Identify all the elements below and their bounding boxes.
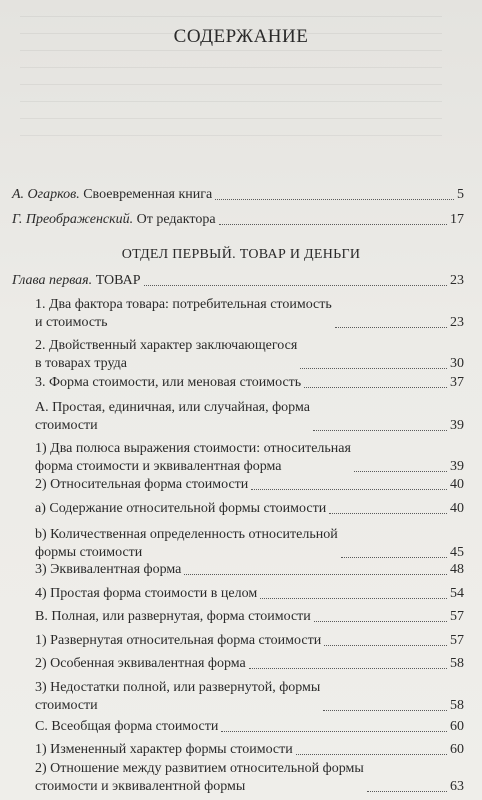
toc-entry-text: 2. Двойственный характер заключающегося в товарах труда	[35, 338, 298, 371]
toc-page-number: 63	[450, 779, 464, 794]
leader-dots	[313, 430, 447, 431]
leader-dots	[221, 731, 447, 732]
leader-dots	[335, 327, 447, 328]
toc-entry	[35, 679, 464, 715]
toc-entry	[35, 655, 464, 673]
toc-page-number: 40	[450, 501, 464, 516]
toc-entry	[35, 561, 464, 579]
toc-page-number: 45	[450, 545, 464, 560]
leader-dots	[329, 513, 447, 514]
toc-page-number: 60	[450, 742, 464, 757]
toc-page-number: 23	[450, 315, 464, 330]
leader-dots	[314, 621, 447, 622]
toc-page-number: 39	[450, 459, 464, 474]
toc-page-number: 17	[450, 212, 464, 227]
toc-page-number: 37	[450, 375, 464, 390]
toc-page-number: 57	[450, 633, 464, 648]
leader-dots	[323, 710, 447, 711]
toc-entry-text: 2) Относительная форма стоимости	[35, 477, 249, 492]
leader-dots	[304, 387, 447, 388]
toc-entry	[35, 337, 464, 373]
toc-page-number: 30	[450, 356, 464, 371]
toc-page-number: 54	[450, 586, 464, 601]
toc-page-number: 5	[457, 187, 464, 202]
leader-dots	[300, 368, 447, 369]
toc-entry	[35, 526, 464, 562]
leader-dots	[260, 598, 447, 599]
toc-entry	[35, 741, 464, 759]
toc-entry-text: 3) Эквивалентная форма	[35, 562, 182, 577]
toc-entry	[35, 476, 464, 494]
toc-page-number: 58	[450, 656, 464, 671]
leader-dots	[251, 489, 447, 490]
toc-entry-editor	[12, 211, 464, 229]
toc-entry	[35, 440, 464, 476]
toc-entry-text: 3) Недостатки полной, или развернутой, формы стоимости	[35, 680, 321, 713]
leader-dots	[296, 754, 447, 755]
page-title: СОДЕРЖАНИЕ	[173, 26, 309, 47]
toc-page-number: 40	[450, 477, 464, 492]
toc-entry	[35, 296, 464, 332]
chapter-title: ТОВАР	[92, 273, 141, 288]
toc-page-number: 48	[450, 562, 464, 577]
toc-entry-text: 1) Развернутая относительная форма стоимости	[35, 633, 322, 648]
toc-entry	[35, 585, 464, 603]
leader-dots	[324, 645, 447, 646]
toc-entry-text: C. Всеобщая форма стоимости	[35, 719, 219, 734]
toc-page-number: 58	[450, 698, 464, 713]
leader-dots	[219, 224, 447, 225]
toc-entry	[35, 608, 464, 626]
toc-entry	[35, 500, 464, 518]
toc-entry-text: 4) Простая форма стоимости в целом	[35, 586, 258, 601]
section-heading: ОТДЕЛ ПЕРВЫЙ. ТОВАР И ДЕНЬГИ	[121, 247, 361, 262]
toc-entry	[35, 399, 464, 435]
toc-author: А. Огарков.	[12, 187, 80, 202]
toc-entry-text: 3. Форма стоимости, или меновая стоимость	[35, 375, 302, 390]
toc-entry-text: B. Полная, или развернутая, форма стоимости	[35, 609, 311, 624]
toc-entry-text: 1) Два полюса выражения стоимости: относительная форма стоимости и эквивалентная форма	[35, 441, 351, 474]
toc-entry-text: a) Содержание относительной формы стоимости	[35, 501, 327, 516]
toc-entry-text: Своевременная книга	[79, 187, 213, 202]
chapter-prefix: Глава первая.	[12, 273, 93, 288]
leader-dots	[249, 668, 447, 669]
toc-entry-text: 1) Измененный характер формы стоимости	[35, 742, 293, 757]
toc-page-number: 23	[450, 273, 464, 288]
toc-entry-foreword	[12, 186, 464, 204]
toc-page-number: 57	[450, 609, 464, 624]
toc-chapter	[12, 272, 464, 290]
toc-entry-text: 2) Отношение между развитием относительной формы стоимости и эквивалентной формы	[35, 761, 364, 794]
toc-page-number: 60	[450, 719, 464, 734]
toc-entry	[35, 632, 464, 650]
toc-page-number: 39	[450, 418, 464, 433]
toc-entry-text: b) Количественная определенность относительной формы стоимости	[35, 527, 338, 560]
toc-entry-text: 1. Два фактора товара: потребительная стоимость и стоимость	[35, 297, 332, 330]
leader-dots	[144, 285, 447, 286]
toc-entry	[35, 760, 464, 796]
toc-entry-text: А. Простая, единичная, или случайная, форма стоимости	[35, 400, 310, 433]
toc-entry	[35, 718, 464, 736]
leader-dots	[341, 557, 447, 558]
leader-dots	[367, 791, 447, 792]
leader-dots	[354, 471, 447, 472]
leader-dots	[184, 574, 447, 575]
leader-dots	[215, 199, 454, 200]
toc-entry-text: От редактора	[133, 212, 216, 227]
toc-entry	[35, 374, 464, 392]
toc-author: Г. Преображенский.	[12, 212, 134, 227]
toc-entry-text: 2) Особенная эквивалентная форма	[35, 656, 246, 671]
